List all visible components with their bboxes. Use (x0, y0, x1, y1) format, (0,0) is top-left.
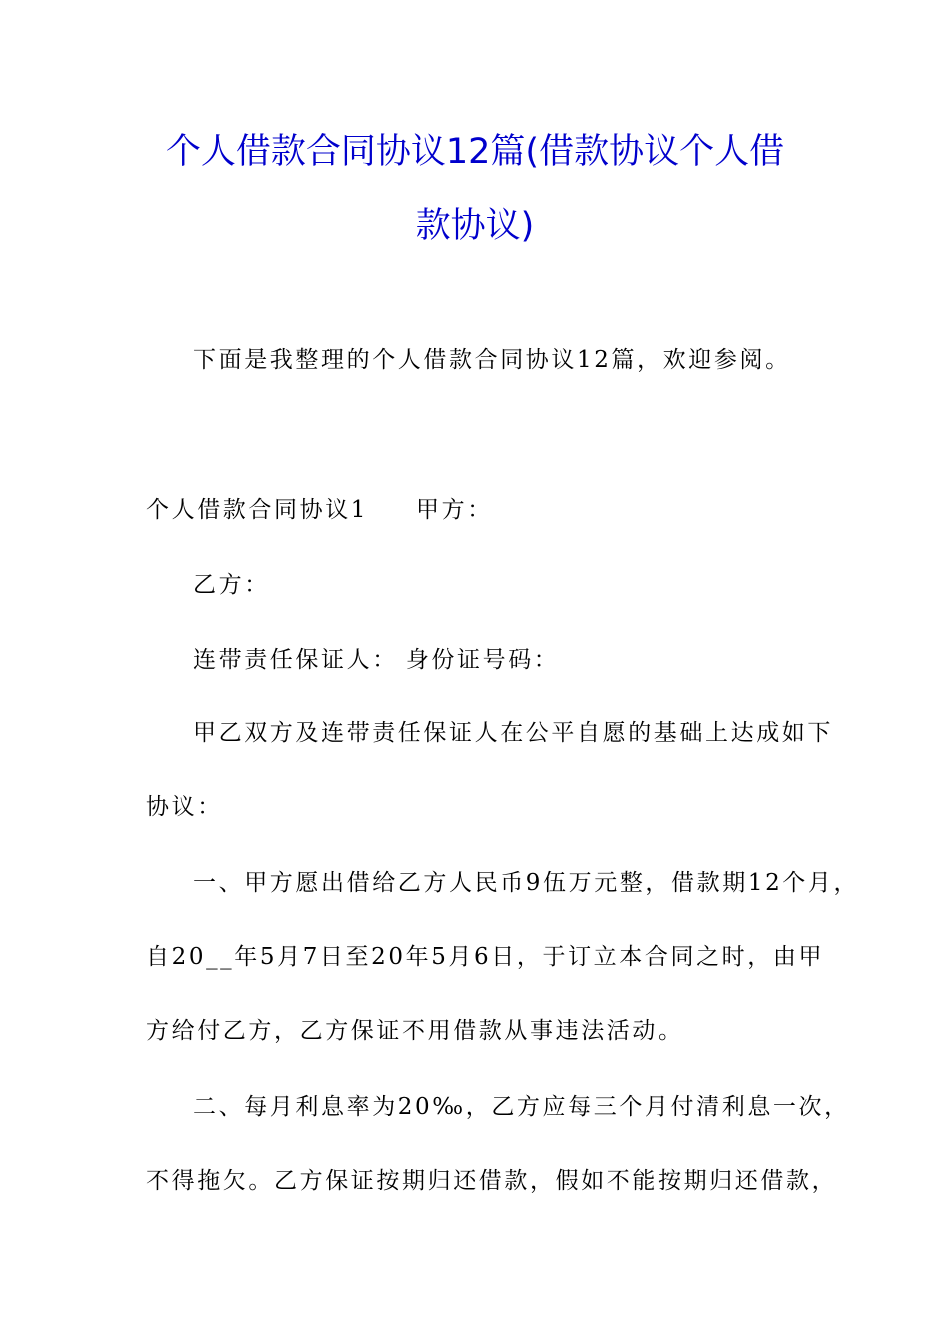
intro-paragraph: 下面是我整理的个人借款合同协议12篇，欢迎参阅。 (193, 347, 791, 373)
paragraph-2-line-3: 方给付乙方，乙方保证不用借款从事违法活动。 (146, 1018, 684, 1044)
paragraph-2-line-1: 一、甲方愿出借给乙方人民币9伍万元整，借款期12个月， (193, 870, 860, 896)
document-title-line-1: 个人借款合同协议12篇(借款协议个人借 (165, 132, 785, 172)
paragraph-3-line-1: 二、每月利息率为20‰，乙方应每三个月付清利息一次， (193, 1094, 850, 1120)
party-a-label: 甲方： (416, 497, 493, 523)
id-number-label: 身份证号码： (405, 647, 560, 673)
paragraph-2-line-2: 自20__年5月7日至20年5月6日，于订立本合同之时，由甲 (146, 944, 825, 970)
paragraph-1-line-2: 协议： (146, 794, 223, 820)
paragraph-1-line-1: 甲乙双方及连带责任保证人在公平自愿的基础上达成如下 (193, 720, 833, 746)
guarantor-row (193, 645, 559, 675)
section-heading: 个人借款合同协议1 (146, 497, 369, 523)
document-title-line-2: 款协议) (415, 206, 535, 246)
guarantor-label: 连带责任保证人： (193, 647, 398, 673)
party-b-label: 乙方： (193, 572, 270, 598)
paragraph-3-line-2: 不得拖欠。乙方保证按期归还借款，假如不能按期归还借款， (146, 1168, 838, 1194)
section-heading-row (146, 495, 493, 525)
